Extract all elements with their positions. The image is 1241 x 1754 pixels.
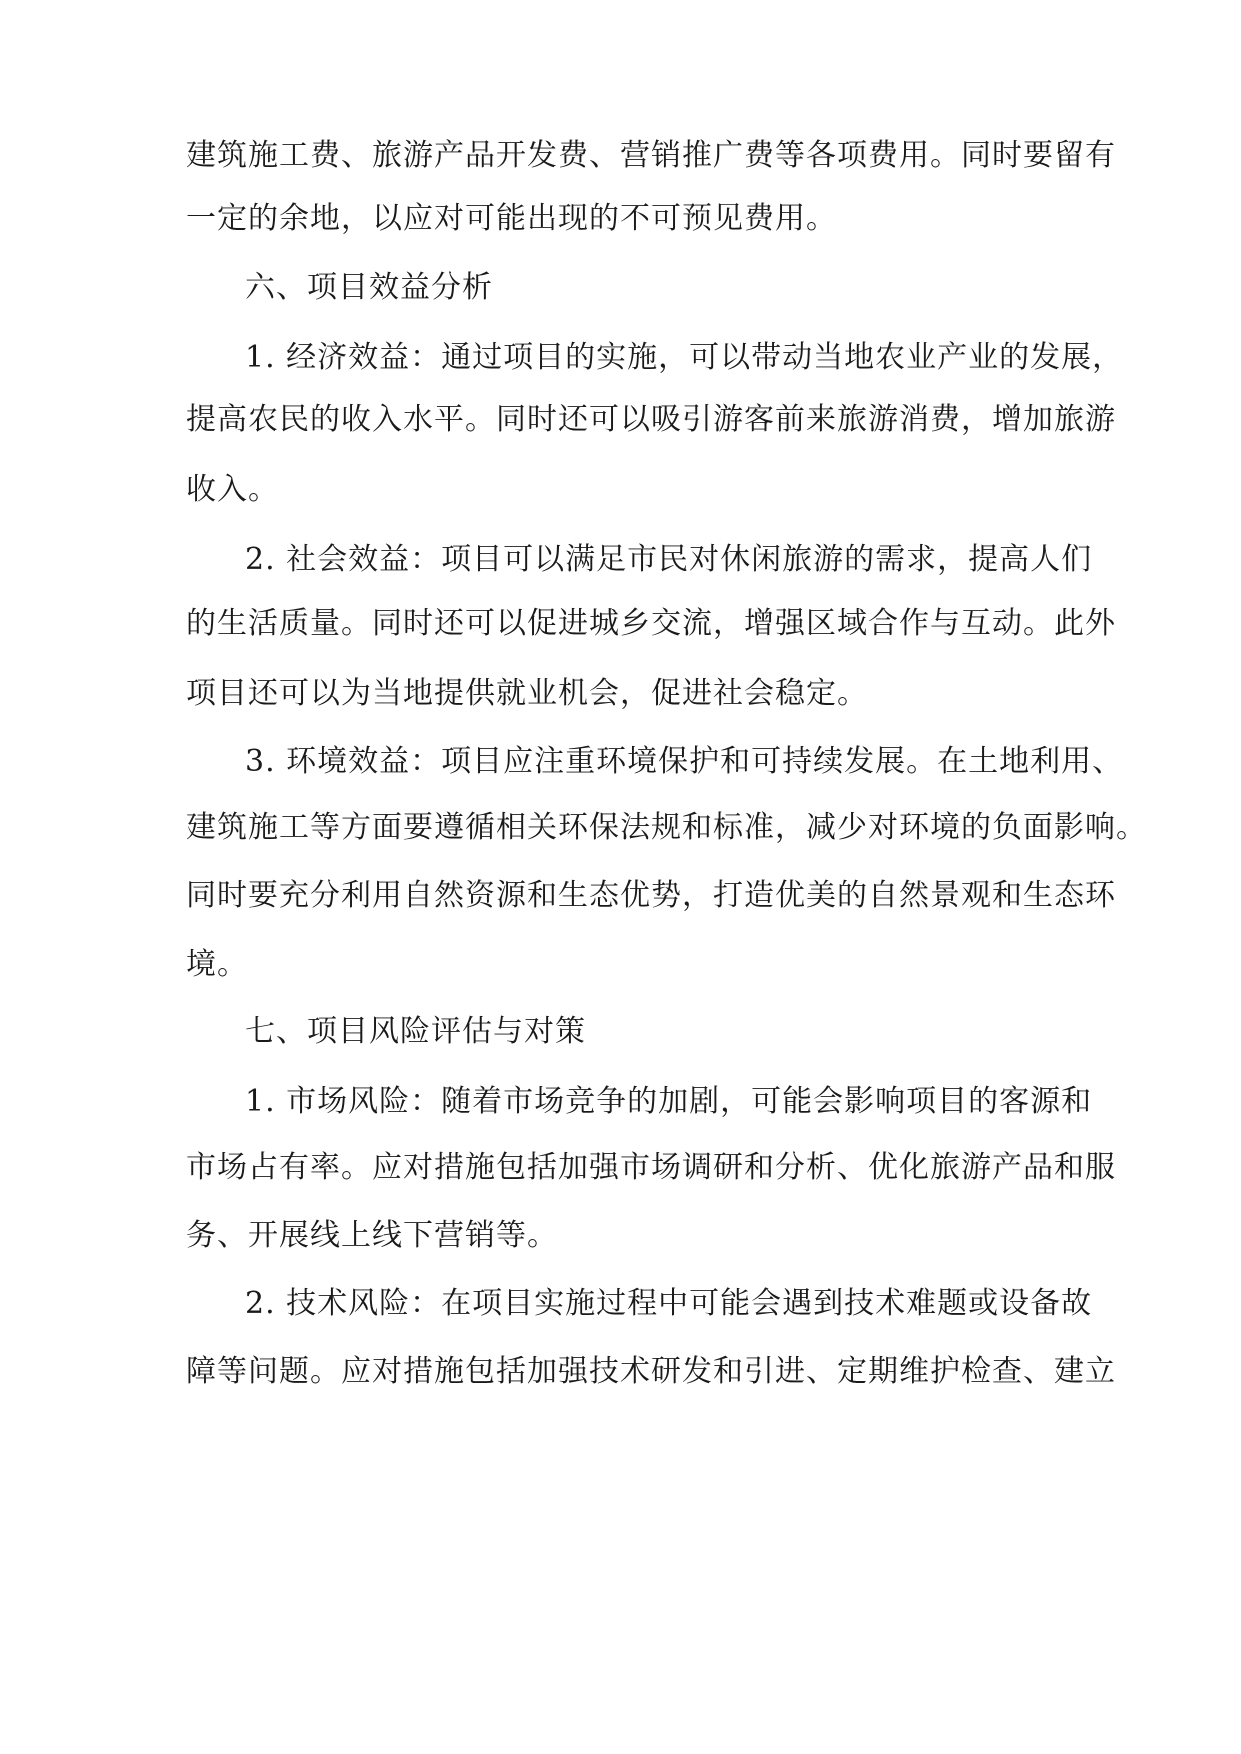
text-line: 务、开展线上线下营销等。	[186, 1218, 558, 1253]
paragraph-line: 1. 经济效益：通过项目的实施，可以带动当地农业产业的发展，	[245, 340, 1124, 375]
text-line: 一定的余地，以应对可能出现的不可预见费用。	[186, 201, 837, 236]
text-line: 项目还可以为当地提供就业机会，促进社会稳定。	[186, 676, 868, 711]
text-line: 同时要充分利用自然资源和生态优势，打造优美的自然景观和生态环	[186, 878, 1116, 913]
text-line: 收入。	[186, 472, 279, 507]
text-line: 的生活质量。同时还可以促进城乡交流，增强区域合作与互动。此外	[186, 606, 1116, 641]
text-line: 障等问题。应对措施包括加强技术研发和引进、定期维护检查、建立	[186, 1354, 1116, 1389]
text-line: 境。	[186, 947, 248, 982]
text-line: 建筑施工等方面要遵循相关环保法规和标准，减少对环境的负面影响。	[186, 810, 1147, 845]
section-heading: 六、项目效益分析	[245, 270, 493, 305]
text-line: 建筑施工费、旅游产品开发费、营销推广费等各项费用。同时要留有	[186, 138, 1116, 173]
paragraph-line: 1. 市场风险：随着市场竞争的加剧，可能会影响项目的客源和	[245, 1084, 1093, 1119]
section-heading: 七、项目风险评估与对策	[245, 1014, 586, 1049]
paragraph-line: 3. 环境效益：项目应注重环境保护和可持续发展。在土地利用、	[245, 744, 1124, 779]
paragraph-line: 2. 技术风险：在项目实施过程中可能会遇到技术难题或设备故	[245, 1286, 1093, 1321]
text-line: 提高农民的收入水平。同时还可以吸引游客前来旅游消费，增加旅游	[186, 402, 1116, 437]
text-line: 市场占有率。应对措施包括加强市场调研和分析、优化旅游产品和服	[186, 1150, 1116, 1185]
paragraph-line: 2. 社会效益：项目可以满足市民对休闲旅游的需求，提高人们	[245, 542, 1093, 577]
